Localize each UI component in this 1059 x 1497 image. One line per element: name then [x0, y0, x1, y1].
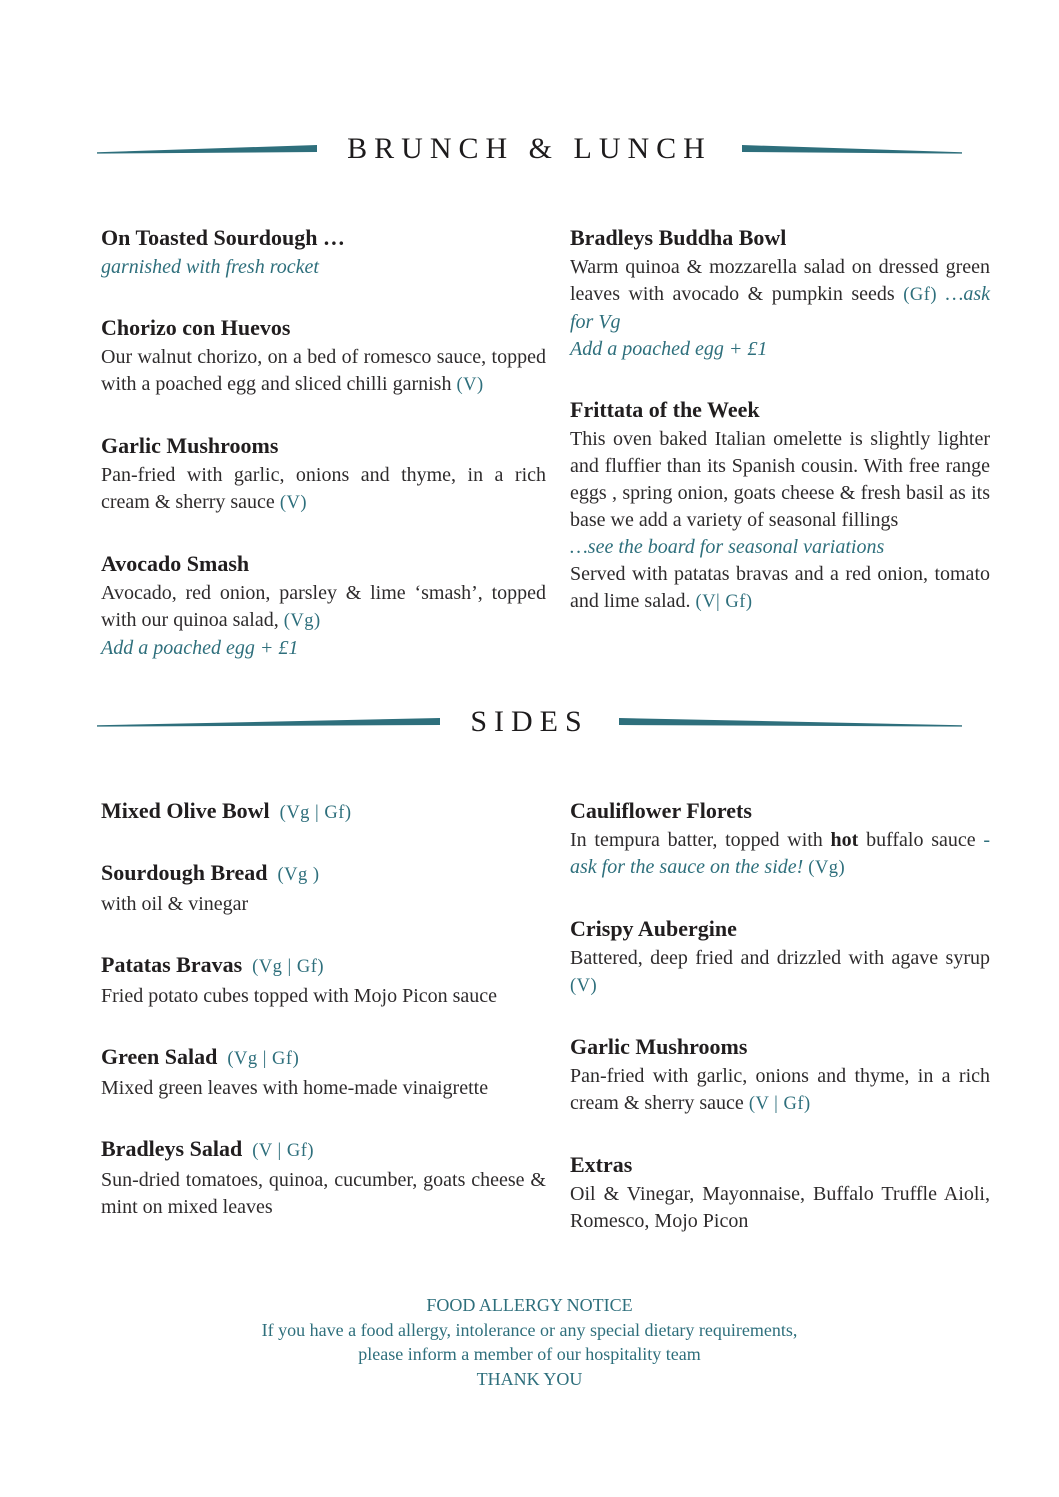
footer-line: THANK YOU — [476, 1368, 583, 1389]
section-title-sides: SIDES — [470, 705, 589, 738]
dish-description: Sun-dried tomatoes, quinoa, cucumber, goats cheese & mint on mixed leaves — [101, 1169, 546, 1218]
menu-note: - ask for the sauce on the side! — [570, 829, 991, 878]
menu-item — [570, 397, 990, 616]
dietary-tag: (Gf) — [903, 285, 938, 305]
dish-description: In tempura batter, topped with hot buffalo sauce - ask for the sauce on the side! (Vg) — [570, 829, 991, 878]
menu-item — [101, 551, 546, 662]
brunch-right-column — [570, 225, 990, 696]
dish-name: Avocado Smash — [101, 551, 250, 576]
dish-description: Served with patatas bravas and a red onion, tomato and lime salad. (V| Gf) — [570, 563, 990, 612]
dish-name: Mixed Olive Bowl (Vg | Gf) — [101, 798, 352, 823]
menu-item — [101, 860, 546, 918]
menu-item — [101, 433, 546, 517]
dish-name: Patatas Bravas (Vg | Gf) — [101, 952, 325, 977]
sides-columns — [0, 798, 1059, 1269]
dietary-tag: (V | Gf) — [748, 1094, 811, 1114]
dietary-tag: (Vg | Gf) — [279, 803, 352, 823]
menu-item — [101, 1136, 546, 1221]
menu-note: …see the board for seasonal variations — [570, 536, 885, 558]
food-allergy-notice — [0, 1293, 1059, 1391]
dish-name: Cauliflower Florets — [570, 798, 752, 823]
menu-item — [101, 1044, 546, 1102]
brunch-section-header — [0, 131, 1059, 167]
dish-description: with oil & vinegar — [101, 893, 249, 915]
dish-description: This oven baked Italian omelette is slightly lighter and fluffier than its Spanish cousin. With free range eggs , spring onion, goats cheese & fresh basil as its base we add a variety of seasonal fillings — [570, 428, 990, 531]
menu-note: garnished with fresh rocket — [101, 256, 319, 278]
dish-name: Bradleys Buddha Bowl — [570, 225, 787, 250]
section-title-brunch-lunch: BRUNCH & LUNCH — [347, 132, 712, 165]
menu-note: Add a poached egg + £1 — [570, 338, 768, 360]
brunch-columns — [0, 225, 1059, 696]
divider-line-left — [97, 717, 440, 727]
dietary-tag: (Vg) — [283, 611, 321, 631]
sides-right-column — [570, 798, 990, 1269]
dietary-tag: (V) — [570, 976, 598, 996]
divider-line-right — [619, 717, 962, 727]
dish-name: On Toasted Sourdough … — [101, 225, 345, 250]
footer-line: If you have a food allergy, intolerance or any special dietary requirements, — [261, 1319, 798, 1340]
dish-description: Pan-fried with garlic, onions and thyme, in a rich cream & sherry sauce (V | Gf) — [570, 1065, 990, 1114]
dish-name: Garlic Mushrooms — [570, 1034, 748, 1059]
sides-left-column — [101, 798, 546, 1269]
dish-description: Avocado, red onion, parsley & lime ‘smash’, topped with our quinoa salad, (Vg) — [101, 582, 546, 631]
dish-description — [101, 254, 546, 281]
dish-description — [570, 534, 990, 561]
menu-item — [101, 798, 546, 826]
dietary-tag: (Vg) — [808, 858, 846, 878]
footer-line: please inform a member of our hospitality team — [358, 1344, 701, 1364]
menu-item — [570, 916, 990, 1000]
dish-description: Fried potato cubes topped with Mojo Picon sauce — [101, 985, 498, 1007]
dish-name: Garlic Mushrooms — [101, 433, 279, 458]
dietary-tag: (V| Gf) — [695, 592, 753, 612]
dish-description: Warm quinoa & mozzarella salad on dressed green leaves with avocado & pumpkin seeds (Gf) …ask for Vg — [570, 256, 991, 333]
dietary-tag: (Vg | Gf) — [227, 1049, 300, 1069]
menu-item — [570, 1034, 990, 1118]
menu-item — [570, 1152, 990, 1235]
dietary-tag: (V) — [456, 375, 484, 395]
dish-description — [101, 635, 546, 662]
dish-name: Frittata of the Week — [570, 397, 760, 422]
menu-item — [101, 315, 546, 399]
divider-line-right — [742, 144, 962, 154]
dish-name: Sourdough Bread (Vg ) — [101, 860, 320, 885]
dietary-tag: (V | Gf) — [252, 1141, 315, 1161]
dish-name: Crispy Aubergine — [570, 916, 737, 941]
dish-name: Extras — [570, 1152, 633, 1177]
divider-line-left — [97, 144, 317, 154]
menu-note: …ask for Vg — [570, 283, 991, 333]
dish-name: Green Salad (Vg | Gf) — [101, 1044, 300, 1069]
dish-description: Our walnut chorizo, on a bed of romesco sauce, topped with a poached egg and sliced chilli garnish (V) — [101, 346, 546, 395]
footer-line: FOOD ALLERGY NOTICE — [426, 1295, 633, 1315]
dish-description: Oil & Vinegar, Mayonnaise, Buffalo Truffle Aioli, Romesco, Mojo Picon — [570, 1183, 990, 1232]
menu-item — [570, 798, 990, 882]
dish-description: Mixed green leaves with home-made vinaigrette — [101, 1077, 489, 1099]
dish-description: Battered, deep fried and drizzled with agave syrup (V) — [570, 947, 990, 996]
menu-item — [101, 952, 546, 1010]
dish-description: Pan-fried with garlic, onions and thyme, in a rich cream & sherry sauce (V) — [101, 464, 546, 513]
menu-item — [570, 225, 990, 363]
dietary-tag: (Vg | Gf) — [252, 957, 325, 977]
menu-item — [101, 225, 546, 281]
brunch-left-column — [101, 225, 546, 696]
dish-description — [570, 336, 990, 363]
sides-section-header — [0, 704, 1059, 740]
dish-name: Chorizo con Huevos — [101, 315, 291, 340]
dietary-tag: (V) — [279, 493, 307, 513]
menu-note: Add a poached egg + £1 — [101, 637, 299, 659]
dish-name: Bradleys Salad (V | Gf) — [101, 1136, 315, 1161]
dietary-tag: (Vg ) — [277, 865, 320, 885]
